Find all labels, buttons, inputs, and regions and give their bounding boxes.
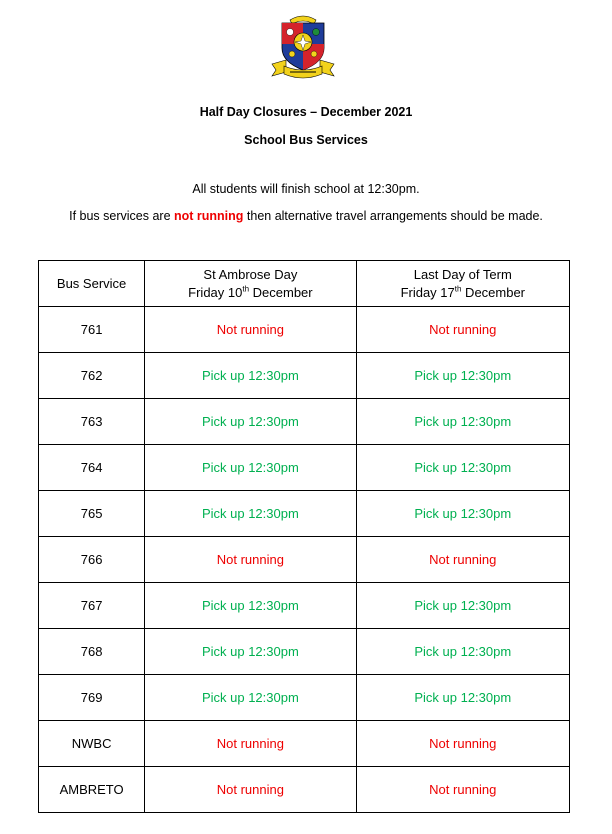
header-day2-name: Last Day of Term — [413, 266, 512, 282]
cell-bus-service: 768 — [39, 629, 145, 675]
finish-time-notice: All students will finish school at 12:30pm. — [192, 182, 420, 196]
table-row — [39, 307, 570, 353]
cell-st-ambrose-status: Not running — [145, 537, 356, 583]
table-row — [39, 767, 570, 813]
header-st-ambrose-day — [145, 261, 356, 307]
page-subtitle: School Bus Services — [244, 133, 368, 147]
cell-last-day-status: Not running — [356, 721, 569, 767]
cell-st-ambrose-status: Pick up 12:30pm — [145, 583, 356, 629]
cell-st-ambrose-status: Pick up 12:30pm — [145, 629, 356, 675]
cell-last-day-status: Not running — [356, 767, 569, 813]
cell-bus-service: 766 — [39, 537, 145, 583]
cell-st-ambrose-status: Not running — [145, 721, 356, 767]
table-row — [39, 537, 570, 583]
cell-last-day-status: Pick up 12:30pm — [356, 629, 569, 675]
header-last-day-of-term — [356, 261, 569, 307]
table-row — [39, 353, 570, 399]
cell-st-ambrose-status: Not running — [145, 767, 356, 813]
cell-bus-service: 764 — [39, 445, 145, 491]
cell-bus-service: 769 — [39, 675, 145, 721]
cell-st-ambrose-status: Pick up 12:30pm — [145, 675, 356, 721]
cell-last-day-status: Pick up 12:30pm — [356, 353, 569, 399]
cell-st-ambrose-status: Pick up 12:30pm — [145, 399, 356, 445]
cell-last-day-status: Pick up 12:30pm — [356, 583, 569, 629]
cell-st-ambrose-status: Pick up 12:30pm — [145, 445, 356, 491]
travel-arrangements-notice — [0, 209, 612, 223]
table-row — [39, 399, 570, 445]
school-crest-logo — [268, 14, 338, 80]
notice-text-after: then alternative travel arrangements should be made. — [243, 209, 543, 223]
cell-bus-service: NWBC — [39, 721, 145, 767]
cell-bus-service: 763 — [39, 399, 145, 445]
cell-st-ambrose-status: Not running — [145, 307, 356, 353]
table-row — [39, 675, 570, 721]
notice-text-before: If bus services are — [69, 209, 174, 223]
table-row — [39, 721, 570, 767]
header-day1-name: St Ambrose Day — [203, 266, 298, 282]
cell-bus-service: AMBRETO — [39, 767, 145, 813]
page-title: Half Day Closures – December 2021 — [199, 105, 413, 119]
cell-st-ambrose-status: Pick up 12:30pm — [145, 353, 356, 399]
cell-bus-service: 761 — [39, 307, 145, 353]
table-row — [39, 445, 570, 491]
bus-services-table — [38, 260, 570, 813]
header-day1-date: Friday 10th December — [188, 284, 313, 300]
cell-bus-service: 765 — [39, 491, 145, 537]
table-row — [39, 491, 570, 537]
cell-last-day-status: Not running — [356, 537, 569, 583]
cell-last-day-status: Pick up 12:30pm — [356, 675, 569, 721]
cell-last-day-status: Pick up 12:30pm — [356, 491, 569, 537]
table-row — [39, 629, 570, 675]
header-bus-service: Bus Service — [39, 261, 145, 307]
table-header-row — [39, 261, 570, 307]
notice-highlight: not running — [174, 209, 244, 223]
cell-last-day-status: Not running — [356, 307, 569, 353]
cell-last-day-status: Pick up 12:30pm — [356, 445, 569, 491]
header-day2-date: Friday 17th December — [400, 284, 526, 300]
cell-bus-service: 767 — [39, 583, 145, 629]
cell-bus-service: 762 — [39, 353, 145, 399]
table-row — [39, 583, 570, 629]
cell-last-day-status: Pick up 12:30pm — [356, 399, 569, 445]
cell-st-ambrose-status: Pick up 12:30pm — [145, 491, 356, 537]
